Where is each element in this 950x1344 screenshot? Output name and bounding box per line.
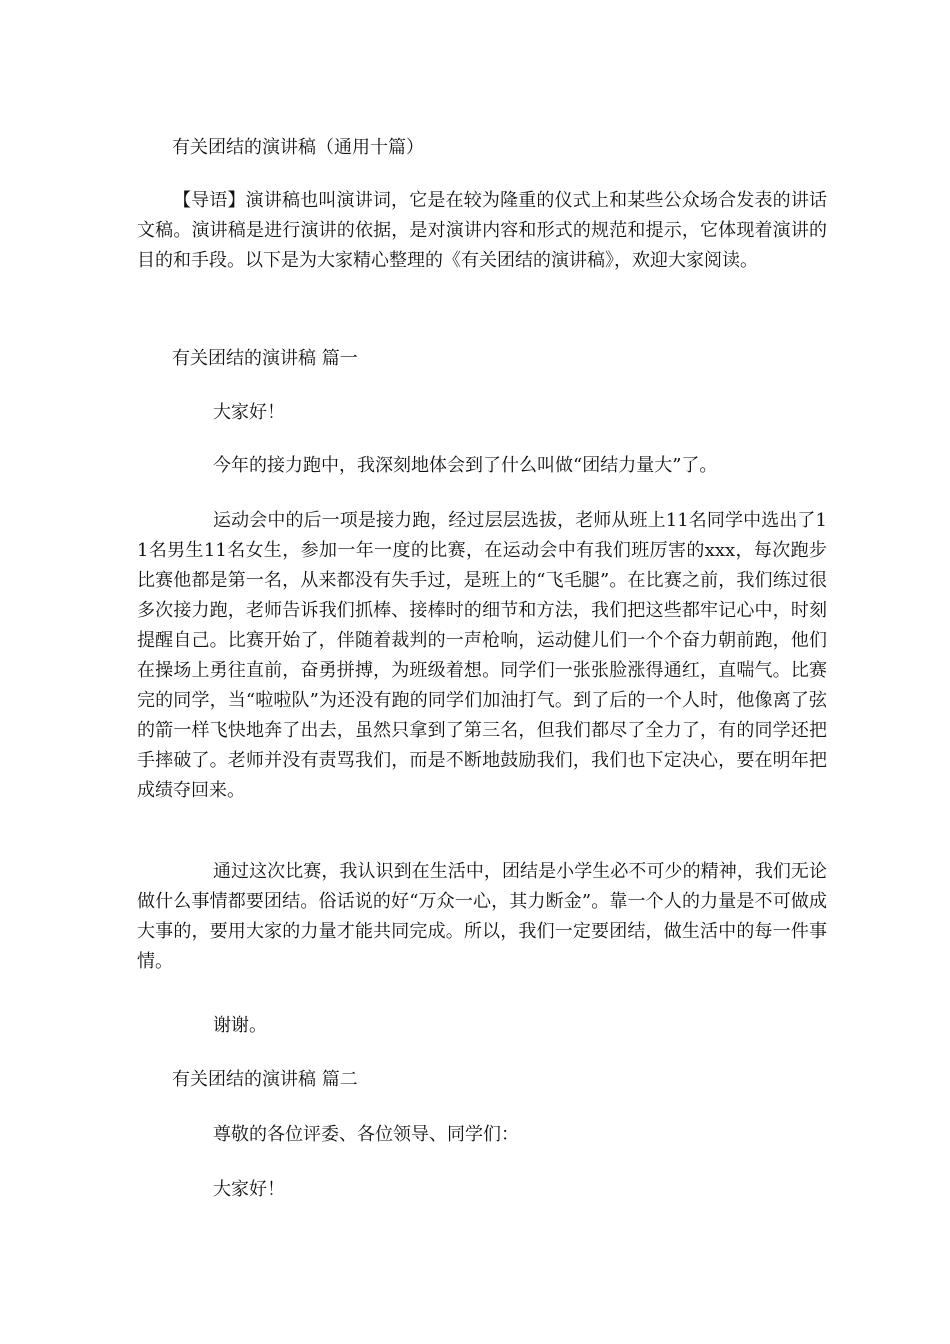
section-one-paragraph-3: 通过这次比赛，我认识到在生活中，团结是小学生必不可少的精神，我们无论做什么事情都要团结。俗话说的好“万众一心，其力断金”。靠一个人的力量是不可做成大事的，要用大家的力量才能共同完成。所以，我们一定要团结，做生活中的每一件事情。 <box>137 861 827 972</box>
intro-paragraph: 【导语】演讲稿也叫演讲词，它是在较为隆重的仪式上和某些公众场合发表的讲话文稿。演讲稿是进行演讲的依据，是对演讲内容和形式的规范和提示，它体现着演讲的目的和手段。以下是为大家精心整理的《有关团结的演讲稿》，欢迎大家阅读。 <box>137 190 827 271</box>
section-two-salutation: 尊敬的各位评委、各位领导、同学们： <box>213 1124 519 1145</box>
section-one-heading: 有关团结的演讲稿 篇一 <box>172 348 358 369</box>
section-two-greeting: 大家好！ <box>213 1179 285 1200</box>
section-one-closing: 谢谢。 <box>213 1015 267 1036</box>
section-one-paragraph-1: 今年的接力跑中，我深刻地体会到了什么叫做“团结力量大”了。 <box>213 455 718 476</box>
section-one-greeting: 大家好！ <box>213 402 285 423</box>
section-two-heading: 有关团结的演讲稿 篇二 <box>172 1069 358 1090</box>
section-one-paragraph-2: 运动会中的后一项是接力跑，经过层层选拔，老师从班上11名同学中选出了11名男生11名女生，参加一年一度的比赛，在运动会中有我们班厉害的xxx，每次跑步比赛他都是第一名，从来都没有失手过，是班上的“飞毛腿”。在比赛之前，我们练过很多次接力跑，老师告诉我们抓棒、接棒时的细节和方法，我们把这些都牢记心中，时刻提醒自己。比赛开始了，伴随着裁判的一声枪响，运动健儿们一个个奋力朝前跑，他们在操场上勇往直前，奋勇拼搏，为班级着想。同学们一张张脸涨得通红，直喘气。比赛完的同学，当“啦啦队”为还没有跑的同学们加油打气。到了后的一个人时，他像离了弦的箭一样飞快地奔了出去，虽然只拿到了第三名，但我们都尽了全力了，有的同学还把手摔破了。老师并没有责骂我们，而是不断地鼓励我们，我们也下定决心，要在明年把成绩夺回来。 <box>137 510 827 801</box>
document-title: 有关团结的演讲稿（通用十篇） <box>172 137 424 158</box>
